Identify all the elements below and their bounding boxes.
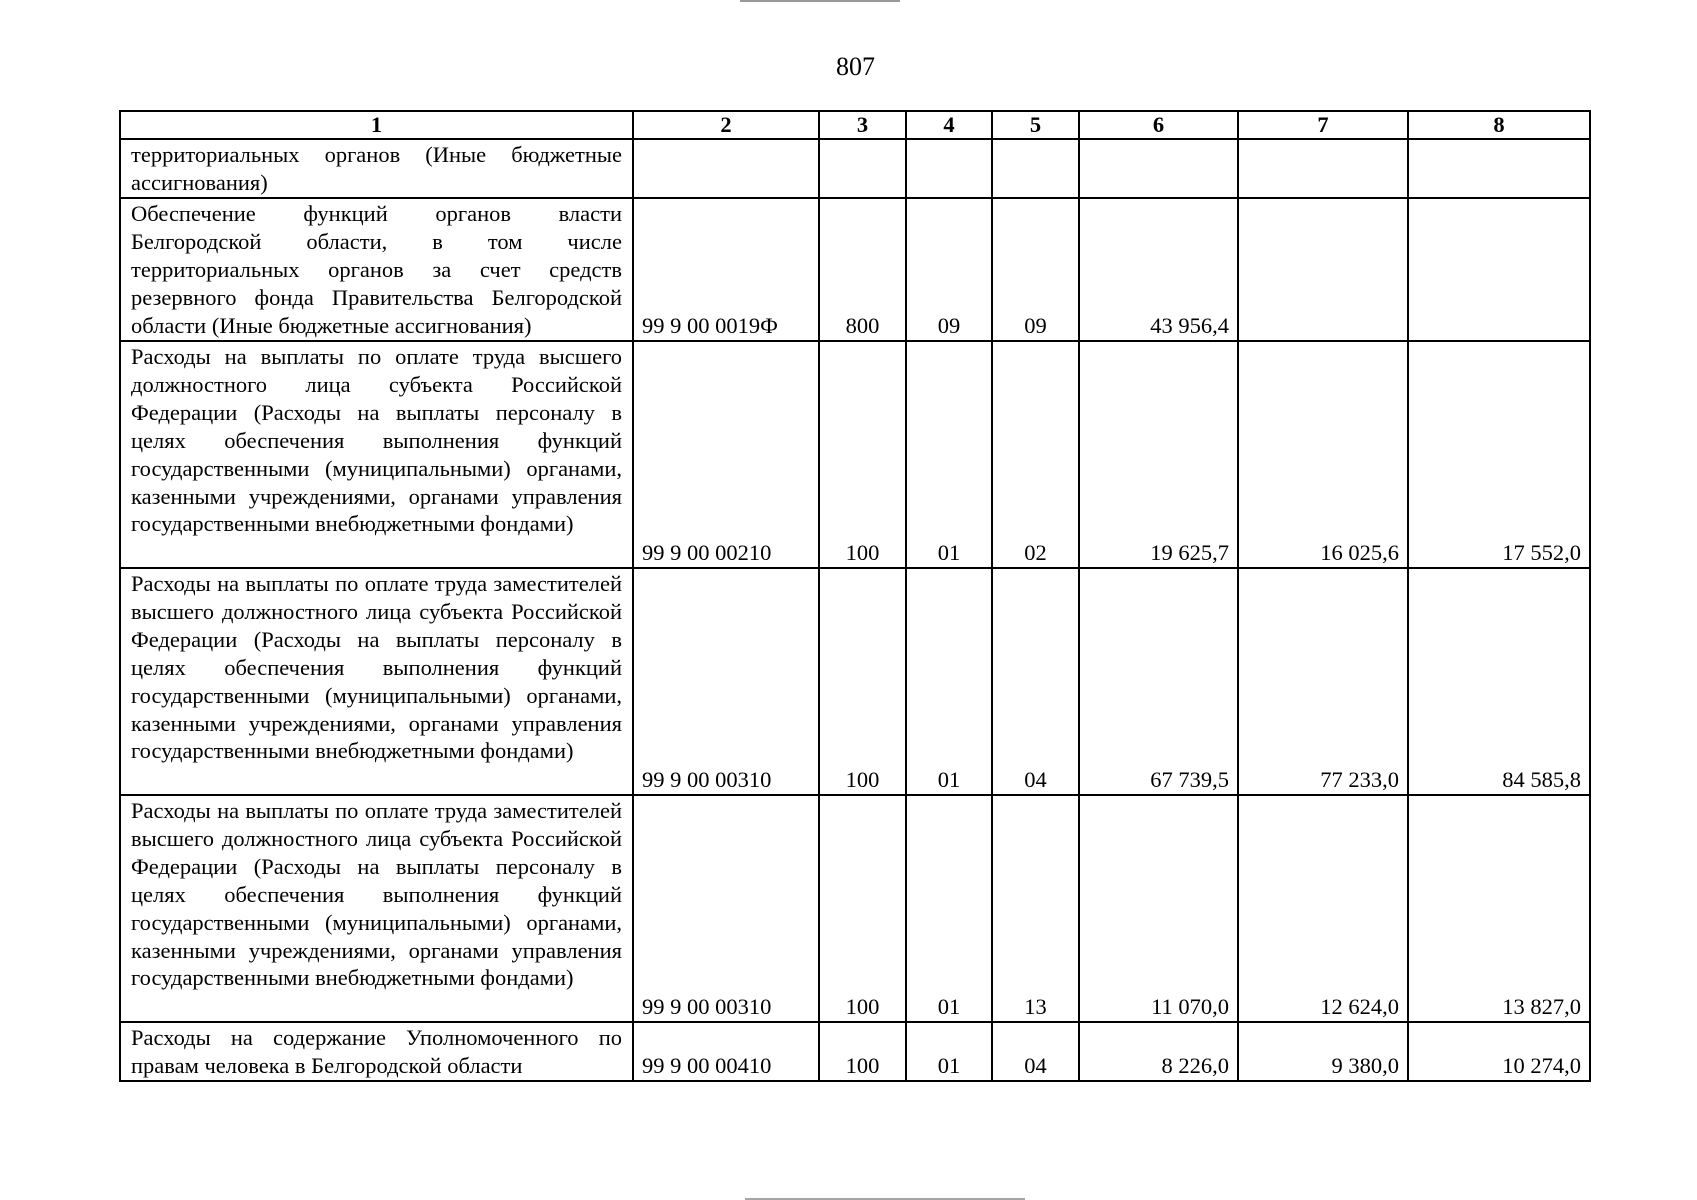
- target-article-code: 99 9 00 00210: [633, 341, 819, 568]
- column-header: 8: [1408, 111, 1590, 139]
- amount-column-8: 84 585,8: [1408, 568, 1590, 795]
- amount-column-8: 17 552,0: [1408, 341, 1590, 568]
- expense-description: Расходы на выплаты по оплате труда высшего должностного лица субъекта Российской Федерации (Расходы на выплаты персоналу в целях обеспечения выполнения функций государственными (муниципальными) органами, казенными учреждениями, органами управления государственными внебюджетными фондами): [120, 341, 633, 568]
- amount-column-8: 10 274,0: [1408, 1022, 1590, 1081]
- expense-type-code: 100: [819, 341, 906, 568]
- expense-description: Расходы на выплаты по оплате труда заместителей высшего должностного лица субъекта Российской Федерации (Расходы на выплаты персоналу в целях обеспечения выполнения функций государственными (муниципальными) органами, казенными учреждениями, органами управления государственными внебюджетными фондами): [120, 795, 633, 1022]
- amount-column-8: [1408, 198, 1590, 341]
- expense-description: Обеспечение функций органов власти Белгородской области, в том числе территориальных органов за счет средств резервного фонда Правительства Белгородской области (Иные бюджетные ассигнования): [120, 198, 633, 341]
- subsection-code: [992, 139, 1079, 198]
- section-code: 01: [906, 795, 992, 1022]
- amount-column-8: [1408, 139, 1590, 198]
- expense-type-code: 100: [819, 1022, 906, 1081]
- column-header: 3: [819, 111, 906, 139]
- table-row: [120, 341, 1590, 568]
- amount-column-7: 12 624,0: [1238, 795, 1408, 1022]
- amount-column-6: 19 625,7: [1079, 341, 1238, 568]
- amount-column-7: [1238, 139, 1408, 198]
- table-row: [120, 1022, 1590, 1081]
- column-header: 6: [1079, 111, 1238, 139]
- column-header: 2: [633, 111, 819, 139]
- expense-description: территориальных органов (Иные бюджетные ассигнования): [120, 139, 633, 198]
- amount-column-8: 13 827,0: [1408, 795, 1590, 1022]
- budget-table: [119, 110, 1591, 1082]
- table-row: [120, 568, 1590, 795]
- target-article-code: 99 9 00 00410: [633, 1022, 819, 1081]
- section-code: 01: [906, 341, 992, 568]
- expense-type-code: [819, 139, 906, 198]
- table-header-row: [120, 111, 1590, 139]
- amount-column-7: [1238, 198, 1408, 341]
- amount-column-7: 77 233,0: [1238, 568, 1408, 795]
- subsection-code: 04: [992, 568, 1079, 795]
- column-header: 7: [1238, 111, 1408, 139]
- column-header: 4: [906, 111, 992, 139]
- target-article-code: 99 9 00 0019Ф: [633, 198, 819, 341]
- section-code: 01: [906, 568, 992, 795]
- table-row: [120, 795, 1590, 1022]
- amount-column-6: 8 226,0: [1079, 1022, 1238, 1081]
- table-row: [120, 139, 1590, 198]
- subsection-code: 13: [992, 795, 1079, 1022]
- target-article-code: 99 9 00 00310: [633, 568, 819, 795]
- expense-type-code: 100: [819, 795, 906, 1022]
- section-code: 09: [906, 198, 992, 341]
- subsection-code: 09: [992, 198, 1079, 341]
- subsection-code: 04: [992, 1022, 1079, 1081]
- page-number: 807: [836, 52, 875, 81]
- expense-description: Расходы на содержание Уполномоченного по правам человека в Белгородской области: [120, 1022, 633, 1081]
- amount-column-6: 11 070,0: [1079, 795, 1238, 1022]
- column-header: 1: [120, 111, 633, 139]
- amount-column-6: [1079, 139, 1238, 198]
- subsection-code: 02: [992, 341, 1079, 568]
- scan-edge-line-top: [740, 0, 900, 2]
- amount-column-6: 43 956,4: [1079, 198, 1238, 341]
- target-article-code: [633, 139, 819, 198]
- section-code: [906, 139, 992, 198]
- target-article-code: 99 9 00 00310: [633, 795, 819, 1022]
- section-code: 01: [906, 1022, 992, 1081]
- expense-type-code: 100: [819, 568, 906, 795]
- amount-column-7: 9 380,0: [1238, 1022, 1408, 1081]
- column-header: 5: [992, 111, 1079, 139]
- expense-description: Расходы на выплаты по оплате труда заместителей высшего должностного лица субъекта Российской Федерации (Расходы на выплаты персоналу в целях обеспечения выполнения функций государственными (муниципальными) органами, казенными учреждениями, органами управления государственными внебюджетными фондами): [120, 568, 633, 795]
- amount-column-7: 16 025,6: [1238, 341, 1408, 568]
- amount-column-6: 67 739,5: [1079, 568, 1238, 795]
- expense-type-code: 800: [819, 198, 906, 341]
- table-row: [120, 198, 1590, 341]
